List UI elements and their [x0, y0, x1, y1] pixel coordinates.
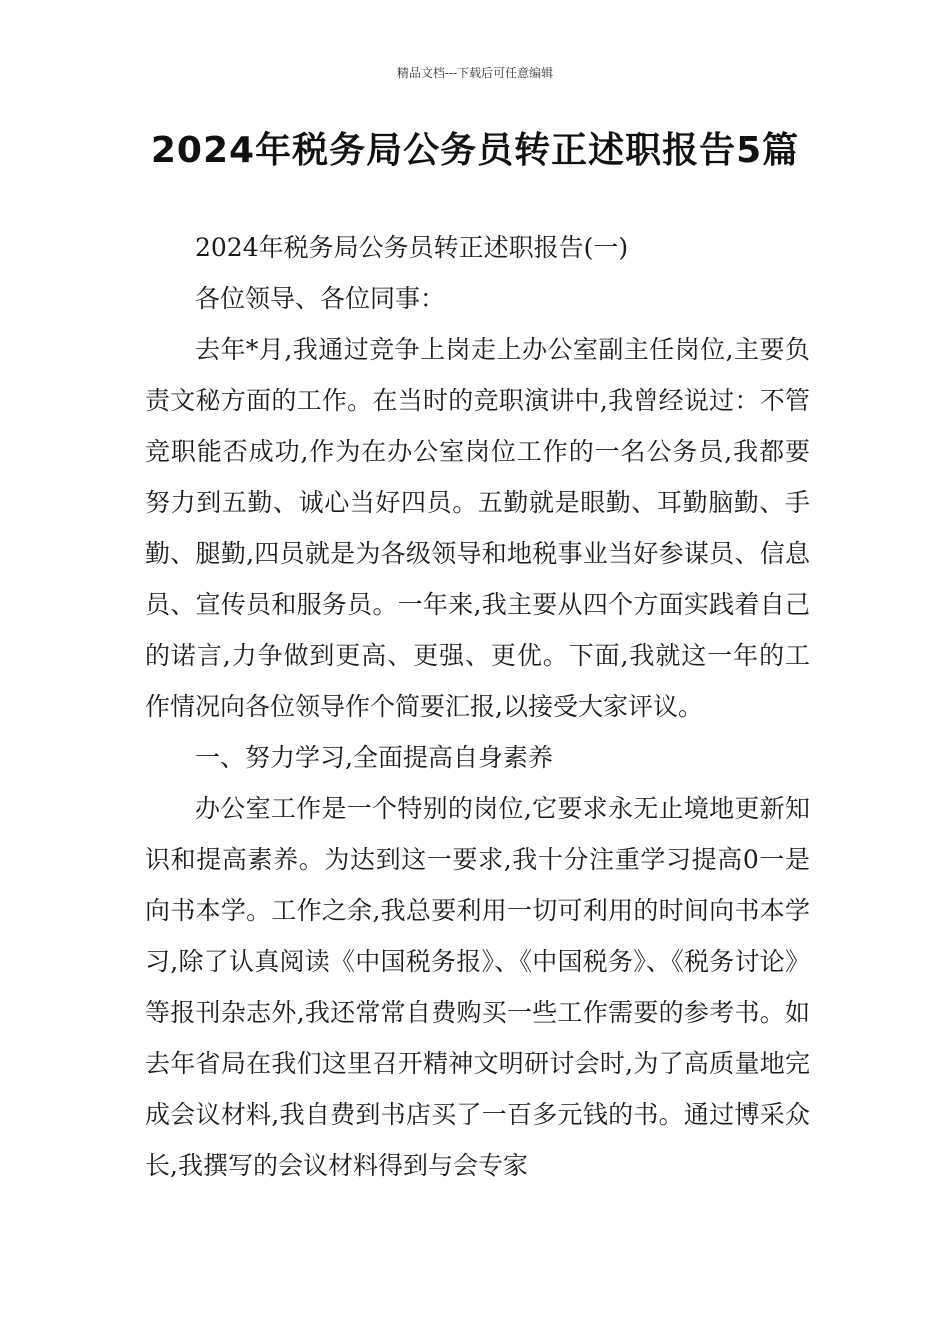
salutation: 各位领导、各位同事：	[195, 284, 446, 313]
subsection-heading: 一、努力学习,全面提高自身素养	[195, 743, 553, 772]
header-note: 精品文档---下载后可任意编辑	[396, 66, 554, 80]
document-body	[145, 222, 810, 1191]
paragraph-intro: 去年*月,我通过竞争上岗走上办公室副主任岗位,主要负责文秘方面的工作。在当时的竞职演讲中,我曾经说过：不管竞职能否成功,作为在办公室岗位工作的一名公务员,我都要努力到五勤、诚心当好四员。五勤就是眼勤、耳勤脑勤、手勤、腿勤,四员就是为各级领导和地税事业当好参谋员、信息员、宣传员和服务员。一年来,我主要从四个方面实践着自己的诺言,力争做到更高、更强、更优。下面,我就这一年的工作情况向各位领导作个简要汇报,以接受大家评议。	[145, 335, 810, 721]
paragraph-study: 办公室工作是一个特别的岗位,它要求永无止境地更新知识和提高素养。为达到这一要求,我十分注重学习提高0一是向书本学。工作之余,我总要利用一切可利用的时间向书本学习,除了认真阅读《中国税务报》、《中国税务》、《税务讨论》等报刊杂志外,我还常常自费购买一些工作需要的参考书。如去年省局在我们这里召开精神文明研讨会时,为了高质量地完成会议材料,我自费到书店买了一百多元钱的书。通过博采众长,我撰写的会议材料得到与会专家	[145, 794, 810, 1180]
document-title: 2024年税务局公务员转正述职报告5篇	[150, 130, 800, 171]
section-heading: 2024年税务局公务员转正述职报告(一)	[195, 233, 629, 262]
